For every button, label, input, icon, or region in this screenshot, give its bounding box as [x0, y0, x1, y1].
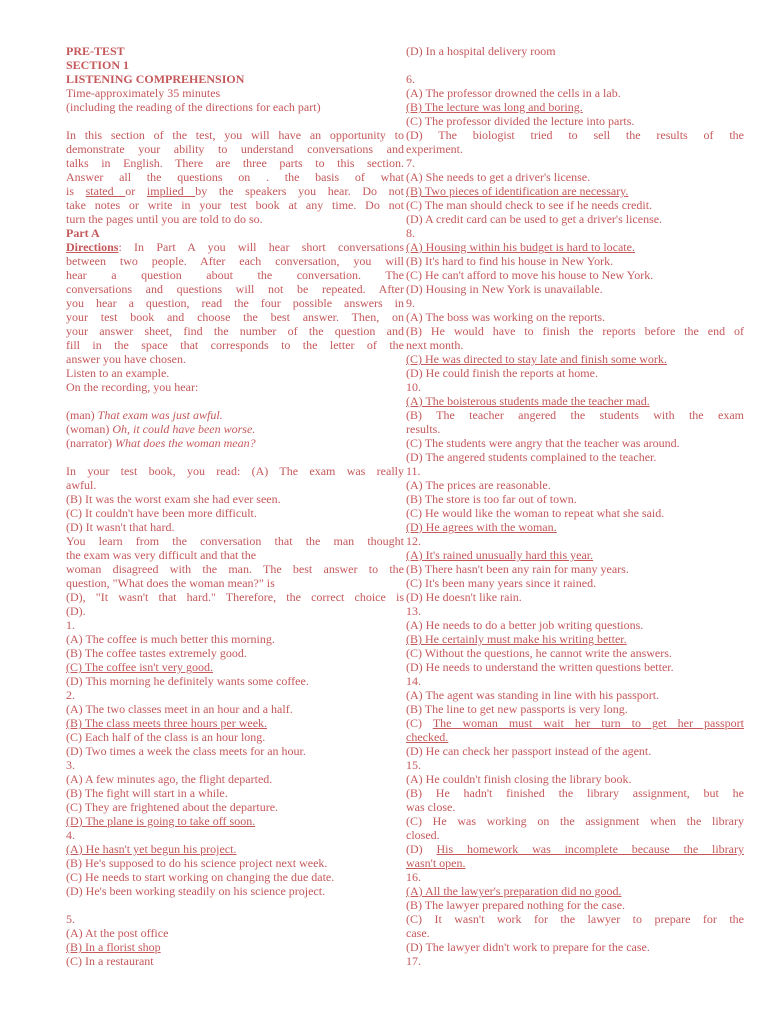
time-note: (including the reading of the directions for each part)	[66, 100, 321, 114]
question-number: 6.	[406, 72, 415, 86]
correct-answer: (B) Two pieces of identification are necessary.	[406, 184, 629, 198]
question-number: 7.	[406, 156, 415, 170]
directions-label: Directions	[66, 240, 119, 254]
text-line: Answer all the questions on . the basis of what	[66, 170, 404, 184]
text-line: take notes or write in your test book at any time. Do not	[66, 198, 404, 212]
answer-option: was close.	[406, 800, 456, 814]
correct-answer: (B) He certainly must make his writing better.	[406, 632, 627, 646]
answer-option: (D) He could finish the reports at home.	[406, 366, 598, 380]
question-10	[406, 380, 744, 464]
answer-option: (A) The agent was standing in line with his passport.	[406, 688, 660, 702]
correct-answer: (B) In a florist shop	[66, 940, 161, 954]
question-number: 2.	[66, 688, 75, 702]
answer-option: (A) At the post office	[66, 926, 169, 940]
answer-option: (D) He doesn't like rain.	[406, 590, 522, 604]
text-line: fill in the space that corresponds to the letter of the	[66, 338, 404, 352]
text-line: (C) It couldn't have been more difficult.	[66, 506, 257, 520]
question-1	[66, 618, 404, 688]
answer-option: (B) The teacher angered the students with the exam	[406, 408, 744, 422]
answer-option: (D) Two times a week the class meets for an hour.	[66, 744, 306, 758]
answer-option: (D) He's been working steadily on his science project.	[66, 884, 326, 898]
text-line: (B) It was the worst exam she had ever seen.	[66, 492, 281, 506]
answer-option: (A) The professor drowned the cells in a lab.	[406, 86, 621, 100]
answer-option: (A) He needs to do a better job writing questions.	[406, 618, 644, 632]
correct-answer: wasn't open.	[406, 856, 466, 870]
question-number: 9.	[406, 296, 415, 310]
correct-answer: (C) The coffee isn't very good.	[66, 660, 214, 674]
correct-answer: (A) All the lawyer's preparation did no good.	[406, 884, 622, 898]
text-line: awful.	[66, 478, 97, 492]
answer-option: (D) The biologist tried to sell the results of the	[406, 128, 744, 142]
text-line: between two people. After each conversation, you will	[66, 254, 404, 268]
correct-answer: (D) His homework was incomplete because the library	[406, 842, 744, 856]
question-number: 12.	[406, 534, 421, 548]
answer-option: (D) This morning he definitely wants some coffee.	[66, 674, 309, 688]
text-line: you hear a question, read the four possible answers in	[66, 296, 404, 310]
question-number: 8.	[406, 226, 415, 240]
section-title: SECTION 1	[66, 58, 130, 72]
answer-option: (B) There hasn't been any rain for many years.	[406, 562, 629, 576]
text-line: Directions: In Part A you will hear short conversations	[66, 240, 404, 254]
question-number: 15.	[406, 758, 421, 772]
answer-option: closed.	[406, 828, 440, 842]
answer-option: (D) Housing in New York is unavailable.	[406, 282, 603, 296]
question-3	[66, 758, 404, 828]
answer-option: (D) The angered students complained to the teacher.	[406, 450, 657, 464]
correct-answer: (C) He was directed to stay late and finish some work.	[406, 352, 667, 366]
answer-option: (C) The man should check to see if he needs credit.	[406, 198, 653, 212]
answer-option: (C) The professor divided the lecture into parts.	[406, 114, 635, 128]
question-16	[406, 870, 744, 954]
correct-answer: (C) The woman must wait her turn to get her passport	[406, 716, 744, 730]
answer-option: next month.	[406, 338, 464, 352]
question-number: 11.	[406, 464, 421, 478]
question-number: 17.	[406, 954, 421, 968]
text-line: (D).	[66, 604, 86, 618]
correct-answer: (B) The lecture was long and boring.	[406, 100, 583, 114]
text-line: turn the pages until you are told to do so.	[66, 212, 263, 226]
answer-option: (B) The coffee tastes extremely good.	[66, 646, 247, 660]
answer-option: (B) It's hard to find his house in New York.	[406, 254, 614, 268]
text-line: your answer sheet, find the number of the question and	[66, 324, 404, 338]
text-line: question, "What does the woman mean?" is	[66, 576, 275, 590]
right-column	[406, 44, 744, 968]
explanation-paragraph	[66, 534, 404, 618]
answer-option: (A) The boss was working on the reports.	[406, 310, 606, 324]
answer-option: (B) He hadn't finished the library assignment, but he	[406, 786, 744, 800]
question-15	[406, 758, 744, 870]
correct-answer: (A) Housing within his budget is hard to locate.	[406, 240, 635, 254]
answer-option: experiment.	[406, 142, 463, 156]
correct-answer: (A) He hasn't yet begun his project.	[66, 842, 237, 856]
text-line: (D) It wasn't that hard.	[66, 520, 175, 534]
part-a-heading: Part A	[66, 226, 100, 240]
listening-title: LISTENING COMPREHENSION	[66, 72, 245, 86]
correct-answer: (D) He agrees with the woman.	[406, 520, 557, 534]
answer-option: (C) Without the questions, he cannot write the answers.	[406, 646, 672, 660]
text-line: the exam was very difficult and that the	[66, 548, 257, 562]
question-number: 5.	[66, 912, 75, 926]
narrator-line: (narrator) What does the woman mean?	[66, 436, 256, 450]
answer-option: (A) The coffee is much better this morning.	[66, 632, 275, 646]
question-number: 13.	[406, 604, 421, 618]
answer-option: (C) Each half of the class is an hour long.	[66, 730, 266, 744]
woman-line: (woman) Oh, it could have been worse.	[66, 422, 256, 436]
answer-option: (C) He would like the woman to repeat what she said.	[406, 506, 665, 520]
answer-option: (B) He would have to finish the reports before the end of	[406, 324, 744, 338]
answer-option: (D) A credit card can be used to get a driver's license.	[406, 212, 663, 226]
question-number: 1.	[66, 618, 75, 632]
answer-option: results.	[406, 422, 441, 436]
intro-paragraph	[66, 128, 404, 226]
question-number: 16.	[406, 870, 421, 884]
text-line: answer you have chosen.	[66, 352, 186, 366]
question-6	[406, 72, 744, 156]
correct-answer: (A) It's rained unusually hard this year.	[406, 548, 594, 562]
answer-option: (A) A few minutes ago, the flight departed.	[66, 772, 273, 786]
answer-option: (B) The fight will start in a while.	[66, 786, 228, 800]
answer-option: (B) He's supposed to do his science project next week.	[66, 856, 328, 870]
question-12	[406, 534, 744, 604]
text-line: In this section of the test, you will have an opportunity to	[66, 128, 404, 142]
question-13	[406, 604, 744, 674]
stated-word: stated	[85, 184, 126, 198]
answer-option: (C) The students were angry that the teacher was around.	[406, 436, 680, 450]
text-line: In your test book, you read: (A) The exam was really	[66, 464, 404, 478]
text-line: your test book and choose the best answer. Then, on	[66, 310, 404, 324]
answer-option: (C) It's been many years since it rained.	[406, 576, 597, 590]
answer-option: (D) In a hospital delivery room	[406, 44, 556, 58]
question-number: 4.	[66, 828, 75, 842]
correct-answer: checked.	[406, 730, 449, 744]
answer-option: (C) They are frightened about the departure.	[66, 800, 279, 814]
correct-answer: (B) The class meets three hours per week.	[66, 716, 268, 730]
recording-text: On the recording, you hear:	[66, 380, 199, 394]
answer-option: case.	[406, 926, 430, 940]
question-4	[66, 828, 404, 898]
question-number: 10.	[406, 380, 421, 394]
text-line: (D), "It wasn't that hard." Therefore, the correct choice is	[66, 590, 404, 604]
implied-word: implied	[146, 184, 196, 198]
text-line: conversations and questions will not be repeated. After	[66, 282, 404, 296]
question-number: 3.	[66, 758, 75, 772]
answer-option: (A) He couldn't finish closing the library book.	[406, 772, 632, 786]
question-7	[406, 156, 744, 226]
correct-answer: (D) The plane is going to take off soon.	[66, 814, 256, 828]
example-choices	[66, 464, 404, 534]
answer-option: (A) She needs to get a driver's license.	[406, 170, 591, 184]
question-9	[406, 296, 744, 380]
text-line: talks in English. There are three parts to this section.	[66, 156, 404, 170]
question-5	[66, 912, 404, 968]
correct-answer: (A) The boisterous students made the teacher mad.	[406, 394, 650, 408]
time-text: Time-approximately 35 minutes	[66, 86, 221, 100]
answer-option: (D) The lawyer didn't work to prepare for the case.	[406, 940, 650, 954]
question-number: 14.	[406, 674, 421, 688]
answer-option: (D) He can check her passport instead of the agent.	[406, 744, 652, 758]
text-line: woman disagreed with the man. The best answer to the	[66, 562, 404, 576]
answer-option: (B) The line to get new passports is very long.	[406, 702, 628, 716]
question-11	[406, 464, 744, 534]
answer-option: (B) The lawyer prepared nothing for the case.	[406, 898, 626, 912]
answer-option: (C) He can't afford to move his house to New York.	[406, 268, 654, 282]
text-line: is stated or implied by the speakers you hear. Do not	[66, 184, 404, 198]
question-2	[66, 688, 404, 758]
man-line: (man) That exam was just awful.	[66, 408, 223, 422]
answer-option: (C) It wasn't work for the lawyer to prepare for the	[406, 912, 744, 926]
answer-option: (A) The prices are reasonable.	[406, 478, 551, 492]
answer-option: (C) In a restaurant	[66, 954, 154, 968]
answer-option: (C) He was working on the assignment when the library	[406, 814, 744, 828]
text-line: demonstrate your ability to understand conversations and	[66, 142, 404, 156]
text-line: You learn from the conversation that the man thought	[66, 534, 404, 548]
answer-option: (A) The two classes meet in an hour and a half.	[66, 702, 293, 716]
pretest-title: PRE-TEST	[66, 44, 125, 58]
listen-text: Listen to an example.	[66, 366, 170, 380]
text-line: hear a question about the conversation. The	[66, 268, 404, 282]
question-14	[406, 674, 744, 758]
question-8	[406, 226, 744, 296]
directions-paragraph	[66, 240, 404, 366]
answer-option: (D) He needs to understand the written questions better.	[406, 660, 674, 674]
left-column	[66, 44, 404, 968]
answer-option: (C) He needs to start working on changing the due date.	[66, 870, 335, 884]
answer-option: (B) The store is too far out of town.	[406, 492, 577, 506]
